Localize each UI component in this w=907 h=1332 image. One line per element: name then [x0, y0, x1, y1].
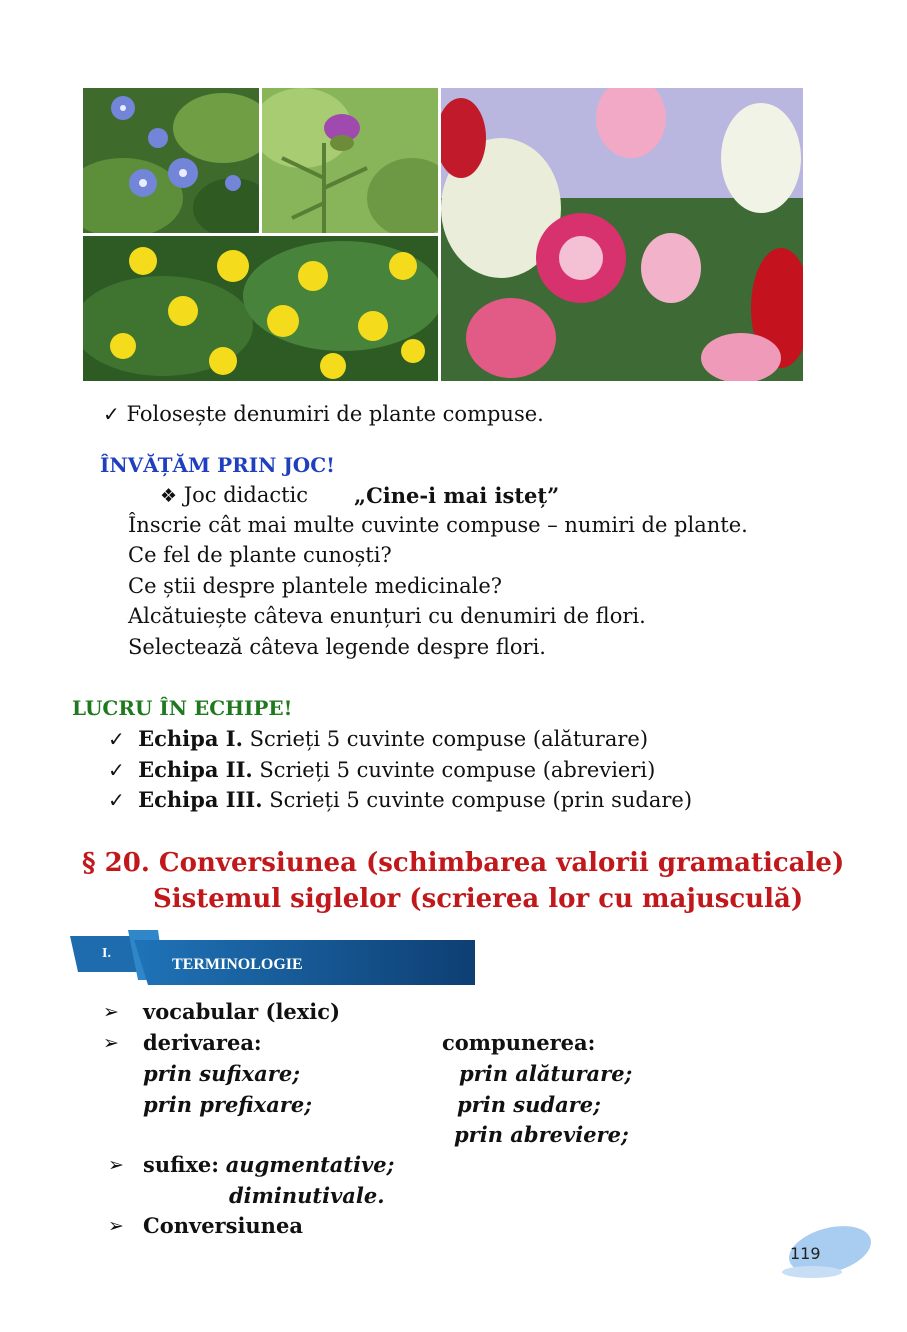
terminology-banner	[70, 930, 475, 986]
term-prin-prefixare: prin prefixare;	[143, 1092, 312, 1117]
rose-bouquet-photo	[441, 88, 803, 381]
term-derivarea: derivarea:	[143, 1030, 262, 1055]
term-item	[103, 1032, 119, 1053]
term-item	[108, 1215, 124, 1236]
term-prin-abreviere: prin abreviere;	[454, 1122, 629, 1147]
section-title-line1: § 20. Conversiunea (schimbarea valorii gramaticale)	[82, 848, 845, 878]
game-line: Ce știi despre plantele medicinale?	[128, 574, 503, 598]
checkmark-icon: ✓	[108, 727, 125, 751]
team-task: Scrieți 5 cuvinte compuse (prin sudare)	[262, 788, 693, 812]
banner-number: I.	[102, 946, 111, 961]
diamond-bullet-icon: ❖	[160, 485, 178, 507]
thistle-flower-photo	[262, 88, 438, 233]
game-title: „Cine-i mai isteț”	[354, 483, 560, 508]
team-item	[108, 759, 655, 781]
arrow-bullet-icon: ➢	[108, 1154, 124, 1176]
team-task: Scrieți 5 cuvinte compuse (abrevieri)	[252, 758, 656, 782]
game-heading: ÎNVĂȚĂM PRIN JOC!	[100, 453, 335, 477]
term-conversiunea: Conversiunea	[143, 1213, 303, 1238]
term-prin-sufixare: prin sufixare;	[143, 1061, 300, 1086]
team-name: Echipa I.	[138, 726, 243, 751]
section-title-line2: Sistemul siglelor (scrierea lor cu majusculă)	[153, 884, 804, 914]
term-prin-sudare: prin sudare;	[457, 1092, 601, 1117]
game-line: Înscrie cât mai multe cuvinte compuse – numiri de plante.	[128, 513, 748, 537]
page-number: 119	[790, 1244, 821, 1263]
team-name: Echipa II.	[138, 757, 253, 782]
arrow-bullet-icon: ➢	[108, 1215, 124, 1237]
objective-text: Folosește denumiri de plante compuse.	[126, 402, 544, 426]
game-line: Alcătuiește câteva enunțuri cu denumiri de flori.	[128, 604, 646, 628]
term-sufixe	[143, 1154, 394, 1176]
team-task: Scrieți 5 cuvinte compuse (alăturare)	[242, 727, 649, 751]
banner-label: TERMINOLOGIE	[172, 956, 303, 973]
arrow-bullet-icon: ➢	[103, 1032, 119, 1054]
term-prin-alaturare: prin alăturare;	[459, 1061, 633, 1086]
veronica-flowers-photo	[83, 88, 259, 233]
term-item	[103, 1001, 119, 1022]
checkmark-icon: ✓	[103, 402, 120, 426]
term-vocabular: vocabular (lexic)	[143, 999, 341, 1024]
yellow-celandine-flowers-photo	[83, 236, 438, 381]
team-name: Echipa III.	[138, 787, 263, 812]
checkmark-icon: ✓	[108, 758, 125, 782]
page-number-badge	[778, 1224, 874, 1282]
term-diminutivale: diminutivale.	[229, 1183, 385, 1208]
game-line: Ce fel de plante cunoști?	[128, 543, 392, 567]
game-line: Selectează câteva legende despre flori.	[128, 635, 546, 659]
arrow-bullet-icon: ➢	[103, 1001, 119, 1023]
term-compunerea: compunerea:	[442, 1030, 596, 1055]
objective-item	[103, 404, 544, 425]
term-augmentative: augmentative;	[225, 1152, 395, 1177]
team-item	[108, 789, 692, 811]
term-sufixe-label: sufixe:	[143, 1152, 219, 1177]
game-type: Joc didactic	[183, 483, 309, 507]
teams-heading: LUCRU ÎN ECHIPE!	[72, 696, 293, 720]
game-title-row	[160, 485, 308, 506]
term-item	[108, 1154, 124, 1175]
checkmark-icon: ✓	[108, 788, 125, 812]
team-item	[108, 728, 648, 750]
